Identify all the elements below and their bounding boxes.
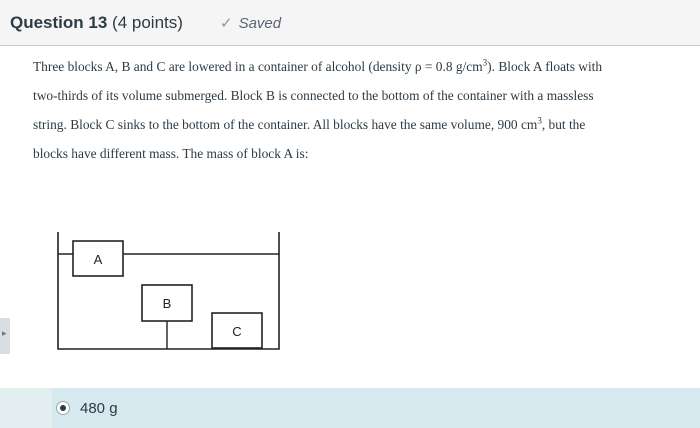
question-line: blocks have different mass. The mass of block A is: (33, 146, 309, 161)
question-points: (4 points) (112, 13, 183, 32)
answer-highlight (52, 388, 700, 428)
saved-label: Saved (238, 15, 282, 32)
caret-icon: ▸ (2, 328, 7, 338)
radio-selected-dot (60, 405, 66, 411)
question-number: Question 13 (10, 13, 108, 32)
block-a-label: A (93, 252, 103, 267)
answer-label[interactable]: 480 g (80, 400, 118, 417)
block-c-label: C (232, 324, 242, 339)
checkmark-icon: ✓ (220, 15, 233, 32)
question-line: Three blocks A, B and C are lowered in a container of alcohol (density ρ = 0.8 $g/cm^3$). Block A floats with (33, 57, 603, 74)
block-b-label: B (162, 296, 172, 311)
question-line: two-thirds of its volume submerged. Block B is connected to the bottom of the container with a massless (33, 88, 594, 103)
question-line: string. Block C sinks to the bottom of the container. All blocks have the same volume, 900 $cm^3$, but the (33, 115, 586, 132)
answer-radio[interactable] (56, 401, 70, 415)
